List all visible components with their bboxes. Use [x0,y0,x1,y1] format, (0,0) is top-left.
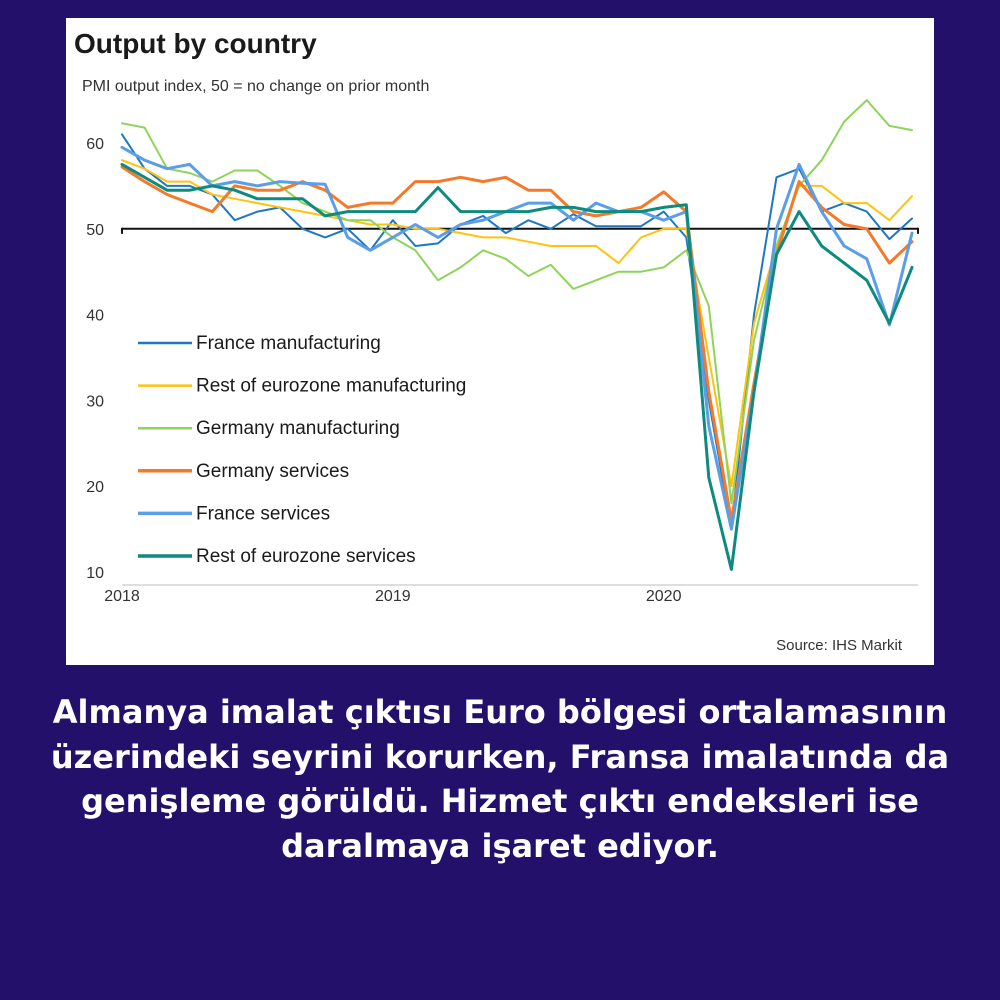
y-axis-ticks [86,136,104,582]
x-axis-ticks [104,588,681,605]
x-tick-label: 2018 [104,588,140,605]
y-tick-label: 10 [86,565,104,582]
line-chart [66,18,934,665]
y-tick-label: 30 [86,393,104,411]
legend-label: Rest of eurozone services [196,546,416,567]
legend-label: Germany manufacturing [196,418,400,440]
caption-text: Almanya imalat çıktısı Euro bölgesi ortalamasının üzerindeki seyrini korurken, Fransa imalatında da genişleme görüldü. Hizmet çıktı endeksleri ise daralmaya işaret ediyor. [50,693,950,865]
x-tick-label: 2020 [645,588,682,605]
chart-subtitle: PMI output index, 50 = no change on prior month [82,78,430,95]
legend-label: France manufacturing [196,333,381,354]
y-tick-label: 60 [86,136,104,153]
legend-label: France services [196,503,331,525]
legend-label: Rest of eurozone manufacturing [196,375,467,397]
chart-panel [66,18,934,665]
legend [138,333,466,567]
reference-line-50 [122,228,918,234]
chart-source: Source: IHS Markit [776,637,902,654]
x-tick-label: 2019 [375,588,411,605]
series-line-3 [122,100,912,503]
chart-title: Output by country [74,28,317,59]
y-tick-label: 40 [86,307,104,325]
legend-label: Germany services [196,460,350,482]
y-tick-label: 20 [86,479,104,497]
y-tick-label: 50 [86,221,104,239]
